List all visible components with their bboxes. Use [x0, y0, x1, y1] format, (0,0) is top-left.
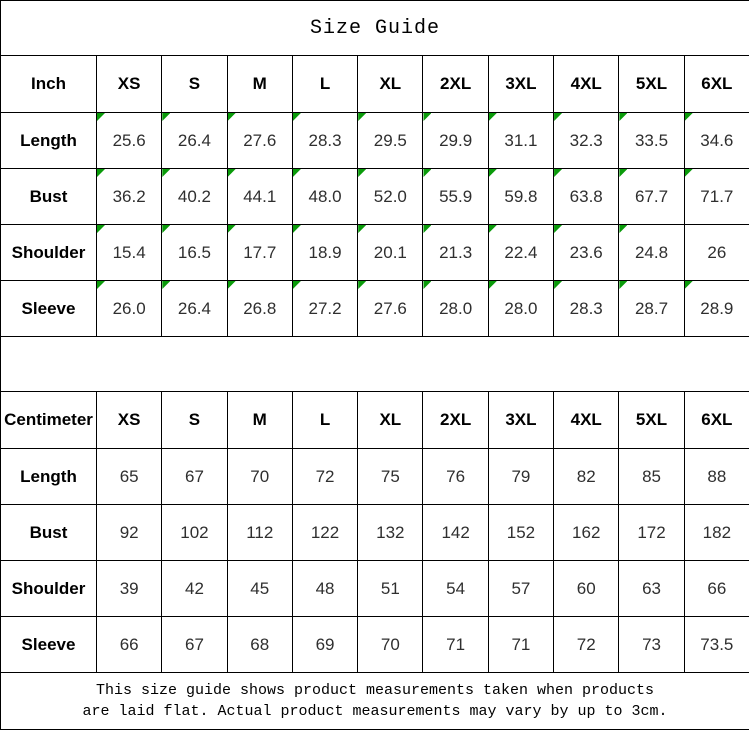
size-value-cell [684, 169, 749, 225]
size-value-cell [684, 281, 749, 337]
size-value: 33.5 [634, 130, 669, 150]
size-value-cell [162, 225, 227, 281]
measurement-row [1, 113, 749, 169]
size-value: 24.8 [634, 242, 669, 262]
size-value: 31.1 [504, 130, 538, 150]
cell-corner-marker-icon [162, 281, 170, 289]
size-value: 73.5 [700, 634, 734, 654]
cell-corner-marker-icon [293, 225, 301, 233]
size-column-header: S [162, 392, 227, 449]
size-value-cell [162, 169, 227, 225]
size-value-cell [554, 169, 619, 225]
cell-corner-marker-icon [423, 225, 431, 233]
size-value-cell [97, 281, 162, 337]
size-value: 26.4 [177, 130, 211, 150]
row-label: Shoulder [1, 225, 97, 281]
size-column-header: 2XL [423, 392, 488, 449]
size-value: 48 [315, 578, 335, 598]
size-value-cell [488, 617, 553, 673]
size-value-cell [292, 169, 357, 225]
size-value: 15.4 [112, 242, 146, 262]
cell-corner-marker-icon [489, 281, 497, 289]
size-value-cell [554, 281, 619, 337]
footer-line-2: are laid flat. Actual product measurements may vary by up to 3cm. [82, 703, 668, 720]
size-value-cell [358, 281, 423, 337]
size-value: 65 [119, 466, 139, 486]
size-value: 85 [642, 466, 661, 486]
size-value: 28.3 [569, 298, 603, 318]
size-value-cell [162, 505, 227, 561]
size-value: 182 [702, 522, 732, 542]
size-value-cell [684, 113, 749, 169]
size-value-cell [292, 281, 357, 337]
size-value: 16.5 [177, 242, 211, 262]
size-value: 42 [184, 578, 204, 598]
cell-corner-marker-icon [97, 169, 105, 177]
size-value-cell [423, 113, 488, 169]
size-value-cell [292, 113, 357, 169]
size-value-cell [97, 561, 162, 617]
cell-corner-marker-icon [619, 225, 627, 233]
size-value: 152 [506, 522, 536, 542]
size-value-cell [227, 449, 292, 505]
size-value-cell [619, 561, 684, 617]
size-column-header: M [227, 392, 292, 449]
size-value-cell [292, 225, 357, 281]
size-value: 45 [250, 578, 270, 598]
size-value: 28.3 [308, 130, 342, 150]
size-value-cell [227, 169, 292, 225]
size-header-row [1, 392, 749, 449]
size-value: 28.0 [504, 298, 538, 318]
size-value: 52.0 [373, 186, 407, 206]
size-value: 55.9 [439, 186, 473, 206]
size-value: 48.0 [308, 186, 342, 206]
size-value-cell [619, 113, 684, 169]
cell-corner-marker-icon [162, 113, 170, 121]
size-value-cell [227, 505, 292, 561]
size-value-cell [227, 225, 292, 281]
size-value-cell [358, 561, 423, 617]
size-value: 57 [511, 578, 531, 598]
size-value-cell [619, 617, 684, 673]
size-value-cell [423, 561, 488, 617]
size-value: 23.6 [569, 242, 603, 262]
size-column-header: XL [358, 392, 423, 449]
size-value: 66 [119, 634, 139, 654]
size-value: 40.2 [177, 186, 211, 206]
measurement-row [1, 281, 749, 337]
measurement-row [1, 505, 749, 561]
size-value: 26 [707, 242, 727, 262]
size-value: 29.9 [439, 130, 473, 150]
cell-corner-marker-icon [554, 169, 562, 177]
size-value-cell [423, 281, 488, 337]
size-value: 18.9 [308, 242, 342, 262]
size-value: 44.1 [243, 186, 277, 206]
size-value: 60 [576, 578, 596, 598]
size-value: 71 [511, 634, 531, 654]
size-value-cell [619, 169, 684, 225]
size-value: 70 [250, 466, 270, 486]
size-value-cell [97, 617, 162, 673]
size-value-cell [554, 225, 619, 281]
size-value-cell [423, 225, 488, 281]
size-value-cell [292, 561, 357, 617]
size-value-cell [358, 113, 423, 169]
cell-corner-marker-icon [358, 225, 366, 233]
size-guide-tbody [1, 1, 749, 730]
size-value-cell [554, 449, 619, 505]
size-value: 67.7 [634, 186, 669, 206]
cell-corner-marker-icon [685, 113, 693, 121]
size-value-cell [162, 561, 227, 617]
size-value-cell [423, 169, 488, 225]
size-value: 70 [380, 634, 400, 654]
cell-corner-marker-icon [423, 281, 431, 289]
cell-corner-marker-icon [685, 169, 693, 177]
size-value: 142 [441, 522, 470, 542]
size-value: 21.3 [439, 242, 473, 262]
row-label: Length [1, 113, 97, 169]
size-value: 26.0 [112, 298, 146, 318]
size-value: 59.8 [504, 186, 538, 206]
size-value-cell [619, 505, 684, 561]
cell-corner-marker-icon [228, 281, 236, 289]
size-column-header: 6XL [684, 392, 749, 449]
row-label: Sleeve [1, 281, 97, 337]
size-value-cell [554, 113, 619, 169]
size-value-cell [488, 505, 553, 561]
size-value-cell [619, 281, 684, 337]
size-value: 27.6 [243, 130, 277, 150]
page-title: Size Guide [1, 1, 749, 56]
size-value: 67 [184, 466, 204, 486]
size-value: 66 [707, 578, 727, 598]
title-row [1, 1, 749, 56]
cell-corner-marker-icon [619, 113, 627, 121]
cell-corner-marker-icon [228, 225, 236, 233]
measurement-row [1, 169, 749, 225]
cell-corner-marker-icon [489, 113, 497, 121]
measurement-row [1, 617, 749, 673]
size-value-cell [162, 281, 227, 337]
size-value-cell [423, 505, 488, 561]
size-value-cell [554, 505, 619, 561]
size-column-header: L [292, 392, 357, 449]
size-value: 79 [511, 466, 531, 486]
size-column-header: S [162, 56, 227, 113]
size-value: 172 [637, 522, 666, 542]
unit-header: Inch [1, 56, 97, 113]
size-value-cell [358, 225, 423, 281]
footer-row [1, 673, 749, 730]
size-value-cell [684, 225, 749, 281]
size-column-header: 5XL [619, 392, 684, 449]
size-value: 76 [446, 466, 466, 486]
cell-corner-marker-icon [423, 113, 431, 121]
cell-corner-marker-icon [358, 169, 366, 177]
size-value: 67 [184, 634, 204, 654]
size-column-header: XS [97, 392, 162, 449]
size-column-header: L [292, 56, 357, 113]
measurement-row [1, 449, 749, 505]
cell-corner-marker-icon [162, 169, 170, 177]
size-value: 27.6 [373, 298, 407, 318]
size-value-cell [554, 617, 619, 673]
cell-corner-marker-icon [554, 113, 562, 121]
size-value-cell [97, 449, 162, 505]
cell-corner-marker-icon [293, 281, 301, 289]
cell-corner-marker-icon [554, 281, 562, 289]
size-value-cell [227, 561, 292, 617]
size-value: 29.5 [373, 130, 407, 150]
size-value-cell [358, 169, 423, 225]
size-column-header: 3XL [488, 56, 553, 113]
cell-corner-marker-icon [97, 113, 105, 121]
cell-corner-marker-icon [358, 113, 366, 121]
cell-corner-marker-icon [685, 281, 693, 289]
row-label: Shoulder [1, 561, 97, 617]
size-value-cell [488, 561, 553, 617]
size-value: 22.4 [504, 242, 538, 262]
size-column-header: M [227, 56, 292, 113]
cell-corner-marker-icon [293, 113, 301, 121]
size-value: 51 [380, 578, 400, 598]
size-value-cell [488, 169, 553, 225]
size-value: 112 [246, 522, 274, 542]
row-label: Sleeve [1, 617, 97, 673]
cell-corner-marker-icon [97, 225, 105, 233]
size-column-header: 4XL [554, 56, 619, 113]
size-value: 75 [380, 466, 400, 486]
size-value: 20.1 [373, 242, 407, 262]
spacer-row [1, 337, 749, 392]
size-value-cell [97, 505, 162, 561]
size-value: 72 [576, 634, 596, 654]
size-value: 54 [446, 578, 466, 598]
size-value: 63 [642, 578, 661, 598]
size-header-row [1, 56, 749, 113]
size-value-cell [162, 449, 227, 505]
size-value: 88 [707, 466, 727, 486]
cell-corner-marker-icon [293, 169, 301, 177]
measurement-row [1, 225, 749, 281]
size-value-cell [292, 449, 357, 505]
size-value: 34.6 [700, 130, 734, 150]
size-value-cell [488, 281, 553, 337]
size-value-cell [358, 617, 423, 673]
size-column-header: 5XL [619, 56, 684, 113]
unit-header: Centimeter [1, 392, 97, 449]
cell-corner-marker-icon [423, 169, 431, 177]
size-value-cell [227, 113, 292, 169]
size-value: 17.7 [243, 242, 277, 262]
size-value: 122 [310, 522, 340, 542]
cell-corner-marker-icon [489, 225, 497, 233]
size-value: 102 [180, 522, 209, 542]
size-value: 28.0 [439, 298, 473, 318]
size-value-cell [227, 281, 292, 337]
cell-corner-marker-icon [97, 281, 105, 289]
size-value: 132 [376, 522, 405, 542]
size-value: 28.7 [634, 298, 669, 318]
size-column-header: 2XL [423, 56, 488, 113]
size-value-cell [162, 617, 227, 673]
size-value-cell [488, 113, 553, 169]
size-value-cell [619, 225, 684, 281]
size-value: 162 [572, 522, 601, 542]
cell-corner-marker-icon [489, 169, 497, 177]
cell-corner-marker-icon [554, 225, 562, 233]
size-value: 39 [119, 578, 139, 598]
size-column-header: 3XL [488, 392, 553, 449]
size-value: 72 [315, 466, 335, 486]
size-value-cell [358, 449, 423, 505]
size-value: 82 [576, 466, 596, 486]
size-value: 71 [446, 634, 466, 654]
measurement-row [1, 561, 749, 617]
size-value: 32.3 [569, 130, 603, 150]
cell-corner-marker-icon [619, 281, 627, 289]
size-value-cell [488, 449, 553, 505]
size-value: 28.9 [700, 298, 734, 318]
size-value-cell [554, 561, 619, 617]
row-label: Length [1, 449, 97, 505]
size-value-cell [358, 505, 423, 561]
size-value: 26.4 [177, 298, 211, 318]
size-value-cell [423, 449, 488, 505]
size-value: 69 [315, 634, 335, 654]
size-value-cell [292, 505, 357, 561]
cell-corner-marker-icon [358, 281, 366, 289]
size-value-cell [423, 617, 488, 673]
size-value-cell [684, 449, 749, 505]
size-value-cell [684, 505, 749, 561]
row-label: Bust [1, 505, 97, 561]
footer-line-1: This size guide shows product measurements taken when products [95, 682, 655, 699]
size-value-cell [684, 561, 749, 617]
row-label: Bust [1, 169, 97, 225]
size-value-cell [488, 225, 553, 281]
size-value-cell [97, 169, 162, 225]
size-column-header: XL [358, 56, 423, 113]
size-value: 68 [250, 634, 270, 654]
size-value-cell [97, 225, 162, 281]
size-value: 92 [119, 522, 139, 542]
size-value: 25.6 [112, 130, 146, 150]
cell-corner-marker-icon [228, 113, 236, 121]
size-value-cell [162, 113, 227, 169]
footer-note [1, 673, 749, 730]
size-column-header: XS [97, 56, 162, 113]
spacer-cell [1, 337, 749, 392]
size-value-cell [292, 617, 357, 673]
size-value-cell [619, 449, 684, 505]
size-value: 26.8 [243, 298, 277, 318]
size-value-cell [227, 617, 292, 673]
size-column-header: 4XL [554, 392, 619, 449]
size-value: 27.2 [308, 298, 342, 318]
cell-corner-marker-icon [162, 225, 170, 233]
cell-corner-marker-icon [619, 169, 627, 177]
size-column-header: 6XL [684, 56, 749, 113]
size-value: 71.7 [700, 186, 734, 206]
size-value: 36.2 [112, 186, 146, 206]
size-value-cell [97, 113, 162, 169]
cell-corner-marker-icon [228, 169, 236, 177]
size-value: 63.8 [569, 186, 603, 206]
size-value: 73 [642, 634, 661, 654]
size-value-cell [684, 617, 749, 673]
